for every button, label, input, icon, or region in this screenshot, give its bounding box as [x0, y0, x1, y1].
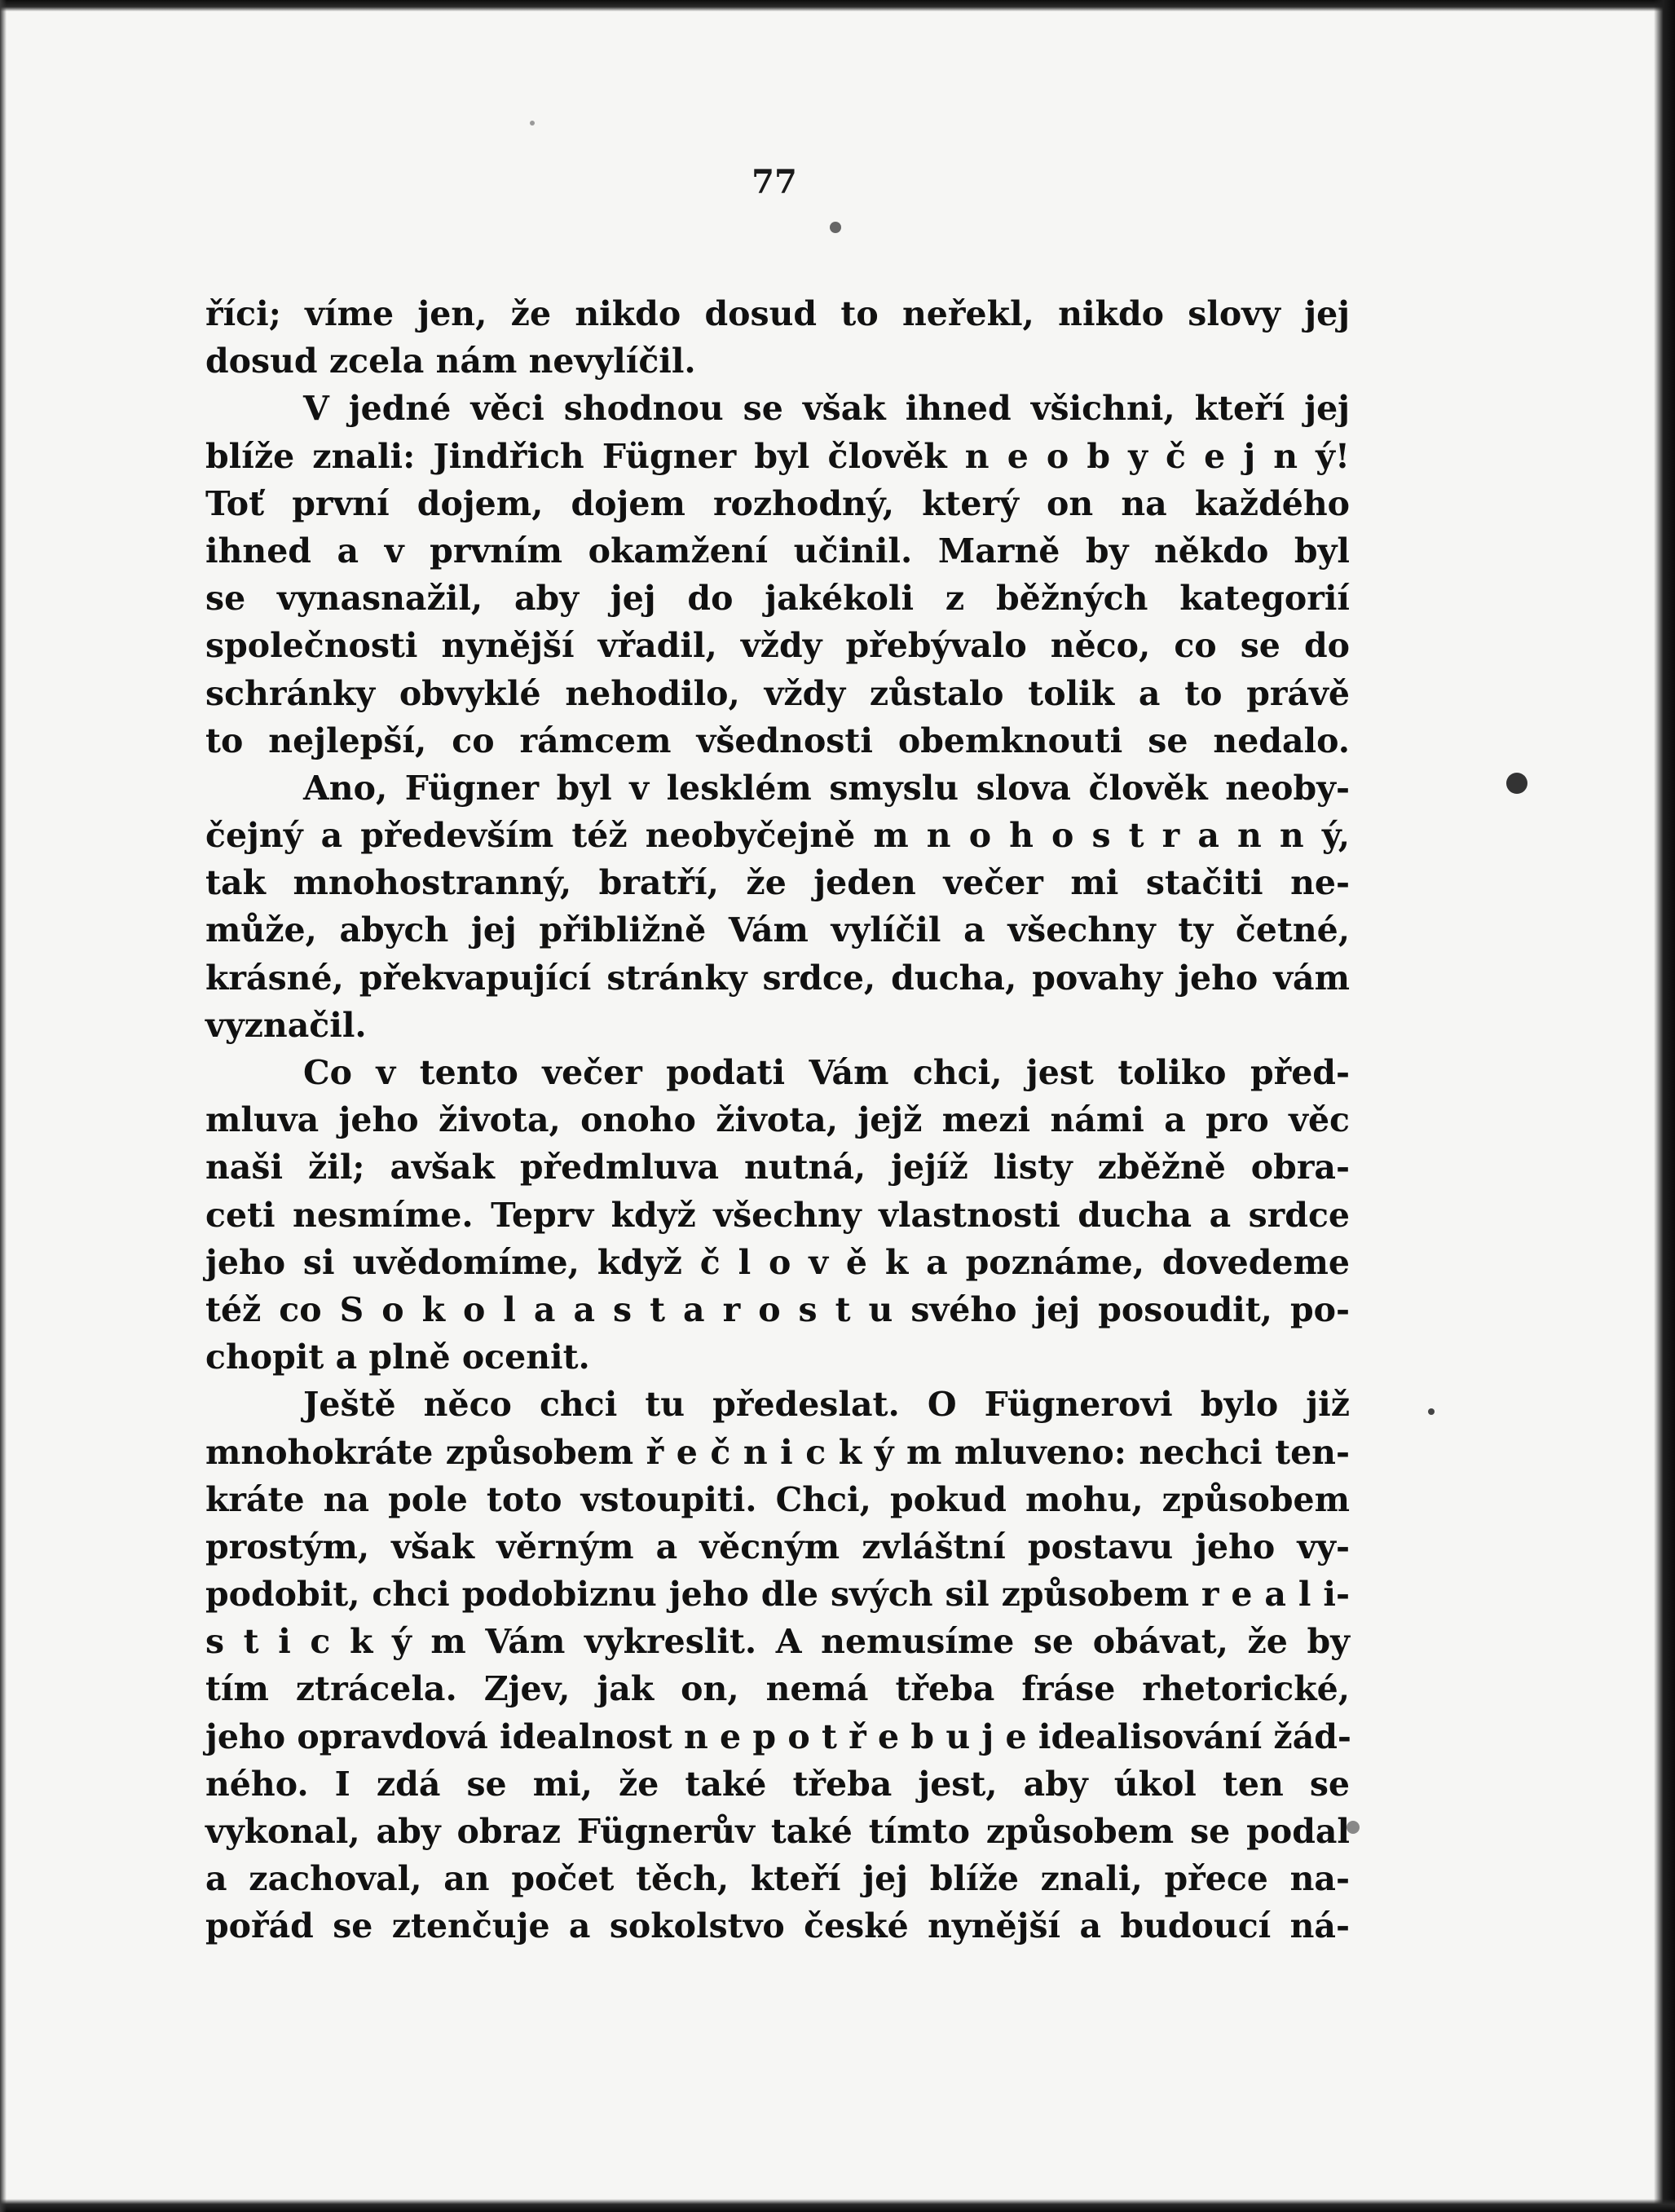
ink-speck	[1428, 1408, 1435, 1415]
scan-edge-left	[0, 0, 7, 2212]
ink-speck	[1506, 773, 1527, 794]
text-line: ihned a v prvním okamžení učinil. Marně by někdo byl	[205, 531, 1350, 571]
scan-edge-right	[1654, 0, 1675, 2212]
text-line: jeho si uvědomíme, když č l o v ě k a poznáme, dovedeme	[205, 1242, 1350, 1282]
text-line: Co v tento večer podati Vám chci, jest toliko před-	[303, 1053, 1350, 1092]
text-line: a zachoval, an počet těch, kteří jej blíže znali, přece na-	[205, 1859, 1350, 1899]
text-line: dosud zcela nám nevylíčil.	[205, 341, 696, 381]
text-line: tím ztrácela. Zjev, jak on, nemá třeba fráse rhetorické,	[205, 1669, 1350, 1709]
text-line: Ano, Fügner byl v lesklém smyslu slova člověk neoby-	[303, 768, 1350, 808]
text-line: to nejlepší, co rámcem všednosti obemknouti se nedalo.	[205, 720, 1350, 760]
text-line: čejný a především též neobyčejně m n o h o s t r a n n ý,	[205, 816, 1350, 856]
text-line: prostým, však věrným a věcným zvláštní postavu jeho vy-	[205, 1527, 1350, 1566]
text-line: ceti nesmíme. Teprv když všechny vlastnosti ducha a srdce	[205, 1195, 1350, 1235]
text-line: Ještě něco chci tu předeslat. O Fügnerovi bylo již	[303, 1385, 1350, 1425]
text-line: blíže znali: Jindřich Fügner byl člověk n e o b y č e j n ý!	[205, 436, 1350, 476]
text-line: pořád se ztenčuje a sokolstvo české nynější a budoucí ná-	[205, 1906, 1350, 1946]
text-line: společnosti nynější vřadil, vždy přebývalo něco, co se do	[205, 626, 1350, 666]
body-text	[205, 290, 1350, 1950]
text-line: kráte na pole toto vstoupiti. Chci, pokud mohu, způsobem	[205, 1479, 1350, 1519]
text-line: říci; víme jen, že nikdo dosud to neřekl, nikdo slovy jej	[205, 294, 1350, 333]
text-line: s t i c k ý m Vám vykreslit. A nemusíme se obávat, že by	[205, 1622, 1350, 1662]
text-line: naši žil; avšak předmluva nutná, jejíž listy zběžně obra-	[205, 1148, 1350, 1188]
text-line: schránky obvyklé nehodilo, vždy zůstalo tolik a to právě	[205, 673, 1350, 713]
ink-speck	[530, 121, 535, 126]
text-line: vykonal, aby obraz Fügnerův také tímto způsobem se podal	[205, 1812, 1350, 1851]
text-line: se vynasnažil, aby jej do jakékoli z běžných kategorií	[205, 579, 1350, 619]
text-line: mluva jeho života, onoho života, jejž mezi námi a pro věc	[205, 1100, 1350, 1140]
text-line: může, abych jej přibližně Vám vylíčil a všechny ty četné,	[205, 910, 1350, 950]
text-line: jeho opravdová idealnost n e p o t ř e b u j e idealisování žád-	[205, 1716, 1351, 1756]
text-line: V jedné věci shodnou se však ihned všichni, kteří jej	[303, 389, 1350, 429]
scan-edge-top	[0, 0, 1675, 11]
text-line: též co S o k o l a a s t a r o s t u svého jej posoudit, po-	[205, 1289, 1350, 1329]
text-line: tak mnohostranný, bratří, že jeden večer mi stačiti ne-	[205, 863, 1350, 903]
ink-speck	[830, 222, 841, 233]
page-number: 77	[752, 163, 797, 201]
scan-edge-bottom	[0, 2199, 1675, 2212]
text-line: podobit, chci podobiznu jeho dle svých sil způsobem r e a l i-	[205, 1575, 1350, 1615]
text-line: mnohokráte způsobem ř e č n i c k ý m mluveno: nechci ten-	[205, 1432, 1350, 1472]
text-line: ného. I zdá se mi, že také třeba jest, aby úkol ten se	[205, 1764, 1350, 1804]
text-line: krásné, překvapující stránky srdce, ducha, povahy jeho vám	[205, 958, 1350, 998]
text-line: chopit a plně ocenit.	[205, 1337, 590, 1377]
text-line: Toť první dojem, dojem rozhodný, který on na každého	[205, 483, 1350, 523]
text-line: vyznačil.	[205, 1005, 367, 1045]
